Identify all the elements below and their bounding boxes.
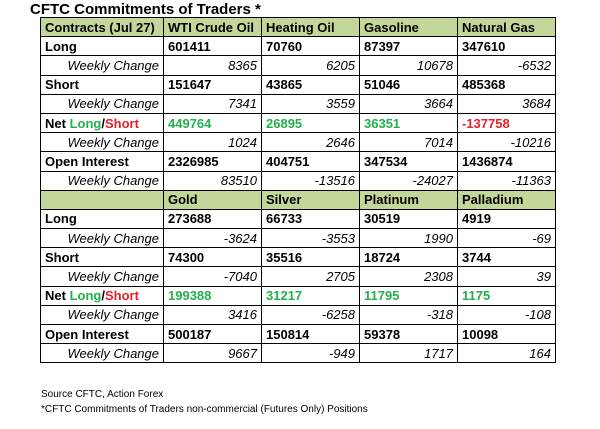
value-cell: 31217 <box>262 286 360 305</box>
table-row-weekly-change <box>41 229 556 248</box>
source-note: Source CFTC, Action Forex <box>41 389 164 400</box>
weekly-change-cell: -13516 <box>262 171 360 190</box>
value-cell: 347610 <box>458 37 556 56</box>
weekly-change-label: Weekly Change <box>41 133 164 152</box>
value-cell: 51046 <box>360 75 458 94</box>
table-row-open-interest <box>41 325 556 344</box>
value-cell: 273688 <box>164 209 262 228</box>
column-header: Gasoline <box>360 18 458 37</box>
column-header: Silver <box>262 190 360 209</box>
weekly-change-cell: 164 <box>458 344 556 363</box>
weekly-change-cell: 2705 <box>262 267 360 286</box>
weekly-change-cell: -318 <box>360 305 458 324</box>
weekly-change-cell: 10678 <box>360 56 458 75</box>
row-label: Open Interest <box>41 325 164 344</box>
value-cell: 43865 <box>262 75 360 94</box>
table-row-weekly-change <box>41 267 556 286</box>
weekly-change-cell: -3553 <box>262 229 360 248</box>
table-row-net <box>41 286 556 305</box>
row-label: Long <box>41 37 164 56</box>
value-cell: 449764 <box>164 113 262 132</box>
weekly-change-cell: 6205 <box>262 56 360 75</box>
table-row-open-interest <box>41 152 556 171</box>
weekly-change-label: Weekly Change <box>41 94 164 113</box>
table-row-weekly-change <box>41 133 556 152</box>
weekly-change-cell: 2646 <box>262 133 360 152</box>
table-row-weekly-change <box>41 344 556 363</box>
weekly-change-cell: -6532 <box>458 56 556 75</box>
row-label: Open Interest <box>41 152 164 171</box>
value-cell: 87397 <box>360 37 458 56</box>
value-cell: 485368 <box>458 75 556 94</box>
weekly-change-cell: 7341 <box>164 94 262 113</box>
column-header: Palladium <box>458 190 556 209</box>
weekly-change-cell: 39 <box>458 267 556 286</box>
weekly-change-cell: 83510 <box>164 171 262 190</box>
value-cell: 404751 <box>262 152 360 171</box>
header-label: Contracts (Jul 27) <box>41 18 164 37</box>
column-header: Platinum <box>360 190 458 209</box>
table-row-long <box>41 209 556 228</box>
net-label-long: Long <box>69 288 102 304</box>
net-label-prefix: Net <box>45 115 70 131</box>
value-cell: 1175 <box>458 286 556 305</box>
weekly-change-cell: 8365 <box>164 56 262 75</box>
value-cell: 30519 <box>360 209 458 228</box>
row-label: Long <box>41 209 164 228</box>
value-cell: 4919 <box>458 209 556 228</box>
row-label: Short <box>41 75 164 94</box>
weekly-change-cell: 1024 <box>164 133 262 152</box>
weekly-change-label: Weekly Change <box>41 171 164 190</box>
column-header: Heating Oil <box>262 18 360 37</box>
cot-table-body <box>41 18 556 363</box>
table-row-net <box>41 113 556 132</box>
value-cell: 601411 <box>164 37 262 56</box>
weekly-change-cell: 3664 <box>360 94 458 113</box>
weekly-change-cell: 3416 <box>164 305 262 324</box>
row-label: Short <box>41 248 164 267</box>
weekly-change-cell: 9667 <box>164 344 262 363</box>
value-cell: 500187 <box>164 325 262 344</box>
table-row-long <box>41 37 556 56</box>
table-row-weekly-change <box>41 94 556 113</box>
net-label-slash: / <box>101 115 105 131</box>
value-cell: 74300 <box>164 248 262 267</box>
column-header: Gold <box>164 190 262 209</box>
value-cell: 10098 <box>458 325 556 344</box>
value-cell: 2326985 <box>164 152 262 171</box>
weekly-change-cell: -11363 <box>458 171 556 190</box>
header-label <box>41 190 164 209</box>
value-cell: 26895 <box>262 113 360 132</box>
weekly-change-cell: -10216 <box>458 133 556 152</box>
weekly-change-cell: -24027 <box>360 171 458 190</box>
row-label <box>41 113 164 132</box>
weekly-change-cell: 2308 <box>360 267 458 286</box>
value-cell: 11795 <box>360 286 458 305</box>
value-cell: 36351 <box>360 113 458 132</box>
weekly-change-label: Weekly Change <box>41 344 164 363</box>
weekly-change-cell: -3624 <box>164 229 262 248</box>
weekly-change-cell: -949 <box>262 344 360 363</box>
weekly-change-cell: -108 <box>458 305 556 324</box>
page-title: CFTC Commitments of Traders * <box>30 1 261 18</box>
weekly-change-label: Weekly Change <box>41 305 164 324</box>
weekly-change-cell: 3559 <box>262 94 360 113</box>
column-header: WTI Crude Oil <box>164 18 262 37</box>
value-cell: 18724 <box>360 248 458 267</box>
weekly-change-label: Weekly Change <box>41 56 164 75</box>
value-cell: 347534 <box>360 152 458 171</box>
weekly-change-label: Weekly Change <box>41 267 164 286</box>
weekly-change-cell: -6258 <box>262 305 360 324</box>
weekly-change-cell: -69 <box>458 229 556 248</box>
table-row-weekly-change <box>41 56 556 75</box>
value-cell: 1436874 <box>458 152 556 171</box>
footnote: *CFTC Commitments of Traders non-commercial (Futures Only) Positions <box>41 404 368 415</box>
table-row-weekly-change <box>41 171 556 190</box>
value-cell: 150814 <box>262 325 360 344</box>
weekly-change-cell: 7014 <box>360 133 458 152</box>
value-cell: -137758 <box>458 113 556 132</box>
net-label-short: Short <box>104 115 139 131</box>
value-cell: 59378 <box>360 325 458 344</box>
row-label <box>41 286 164 305</box>
table-header-row <box>41 18 556 37</box>
column-header: Natural Gas <box>458 18 556 37</box>
cot-table <box>40 17 556 363</box>
net-label-short: Short <box>104 288 139 304</box>
net-label-prefix: Net <box>45 288 70 304</box>
value-cell: 66733 <box>262 209 360 228</box>
table-header-row <box>41 190 556 209</box>
value-cell: 3744 <box>458 248 556 267</box>
weekly-change-cell: 1717 <box>360 344 458 363</box>
table-row-short <box>41 248 556 267</box>
weekly-change-cell: 3684 <box>458 94 556 113</box>
value-cell: 151647 <box>164 75 262 94</box>
table-row-short <box>41 75 556 94</box>
weekly-change-cell: 1990 <box>360 229 458 248</box>
value-cell: 35516 <box>262 248 360 267</box>
weekly-change-label: Weekly Change <box>41 229 164 248</box>
table-row-weekly-change <box>41 305 556 324</box>
value-cell: 199388 <box>164 286 262 305</box>
net-label-slash: / <box>101 288 105 304</box>
weekly-change-cell: -7040 <box>164 267 262 286</box>
value-cell: 70760 <box>262 37 360 56</box>
net-label-long: Long <box>69 115 102 131</box>
